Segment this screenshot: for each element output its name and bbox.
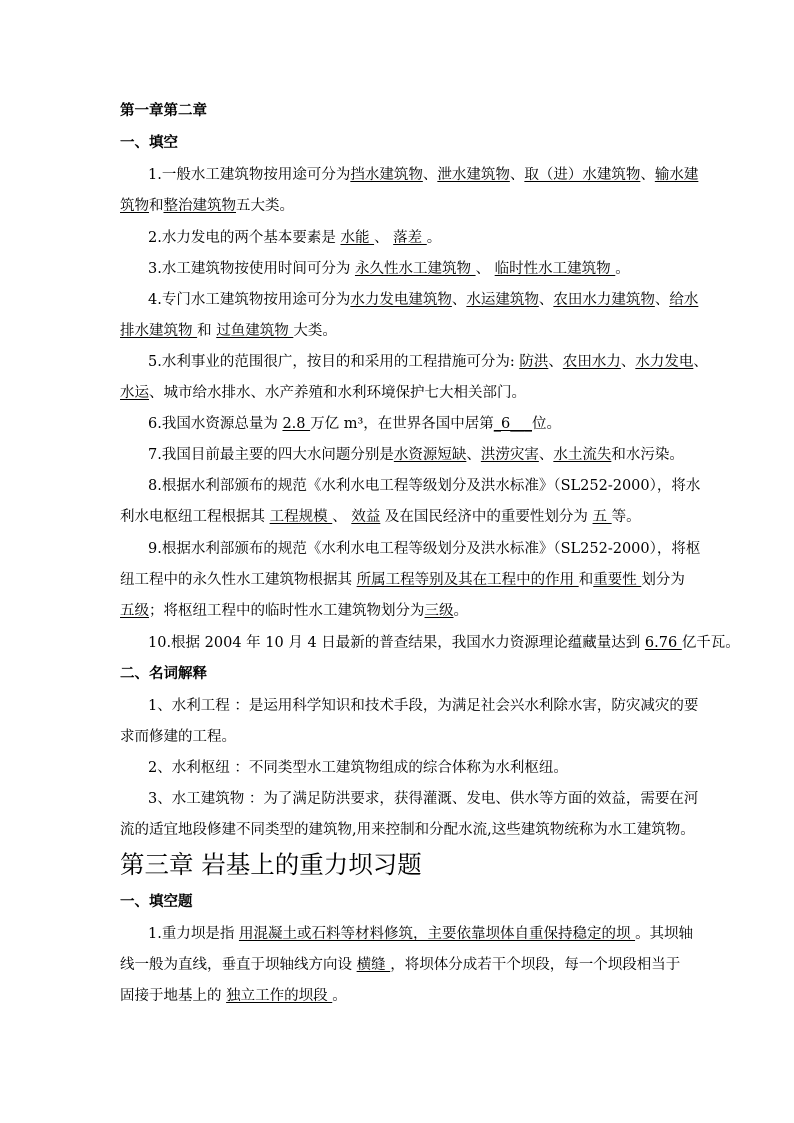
question-4-line1: 4.专门水工建筑物按用途可分为水力发电建筑物、水运建筑物、农田水力建筑物、给水 — [148, 292, 699, 308]
question-8-line2: 利水电枢纽工程根据其 工程规模 、 效益 及在国民经济中的重要性划分为 五 等。 — [120, 509, 641, 525]
question-10: 10.根据 2004 年 10 月 4 日最新的普查结果，我国水力资源理论蕴藏量达到 6.76 亿千瓦。 — [148, 635, 740, 651]
definition-3-line2: 流的适宜地段修建不同类型的建筑物,用来控制和分配水流,这些建筑物统称为水工建筑物。 — [120, 822, 695, 838]
chapter-3-heading: 第三章 岩基上的重力坝习题 — [120, 850, 422, 879]
question-5-line2: 水运、城市给水排水、水产养殖和水利环境保护七大相关部门。 — [120, 385, 526, 401]
question-9-line2: 纽工程中的永久性水工建筑物根据其 所属工程等别及其在工程中的作用 和重要性 划分为 — [120, 572, 685, 588]
question-4-line2: 排水建筑物 和 过鱼建筑物 大类。 — [120, 323, 337, 339]
question-6: 6.我国水资源总量为 2.8 万亿 m³，在世界各国中居第_6___位。 — [148, 416, 562, 432]
question-7: 7.我国目前最主要的四大水问题分别是水资源短缺、洪涝灾害、水土流失和水污染。 — [148, 447, 684, 463]
section-heading-fill-questions: 一、填空题 — [120, 894, 193, 910]
question-2: 2.水力发电的两个基本要素是 水能 、 落差 。 — [148, 230, 442, 246]
chapter-heading: 第一章第二章 — [120, 103, 207, 119]
definition-3-line1: 3、水工建筑物 ：为了满足防洪要求，获得灌溉、发电、供水等方面的效益，需要在河 — [148, 791, 699, 807]
question-9-line3: 五级；将枢纽工程中的临时性水工建筑物划分为三级。 — [120, 603, 468, 619]
question-5-line1: 5.水利事业的范围很广，按目的和采用的工程措施可分为: 防洪、农田水力、水力发电、 — [148, 354, 708, 370]
gravity-question-1-line2: 线一般为直线，垂直于坝轴线方向设 横缝 ，将坝体分成若干个坝段，每一个坝段相当于 — [120, 957, 681, 973]
section-heading-fill: 一、填空 — [120, 135, 178, 151]
question-3: 3.水工建筑物按使用时间可分为 永久性水工建筑物 、 临时性水工建筑物 。 — [148, 261, 630, 277]
definition-2: 2、水利枢纽 ：不同类型水工建筑物组成的综合体称为水利枢纽。 — [148, 760, 568, 776]
question-9-line1: 9.根据水利部颁布的规范《水利水电工程等级划分及洪水标准》（SL252-2000），将枢 — [148, 541, 701, 557]
definition-1-line2: 求而修建的工程。 — [120, 729, 236, 745]
question-1-line1: 1.一般水工建筑物按用途可分为挡水建筑物、泄水建筑物、取（进）水建筑物、输水建 — [148, 167, 699, 183]
question-1-line2: 筑物和整治建筑物五大类。 — [120, 198, 294, 214]
question-8-line1: 8.根据水利部颁布的规范《水利水电工程等级划分及洪水标准》（SL252-2000），将水 — [148, 478, 701, 494]
section-heading-terms: 二、名词解释 — [120, 666, 207, 682]
gravity-question-1-line1: 1.重力坝是指 用混凝土或石料等材料修筑，主要依靠坝体自重保持稳定的坝 。其坝轴 — [148, 926, 694, 942]
gravity-question-1-line3: 固接于地基上的 独立工作的坝段 。 — [120, 988, 347, 1004]
definition-1-line1: 1、水利工程 ：是运用科学知识和技术手段，为满足社会兴水利除水害，防灾减灾的要 — [148, 698, 699, 714]
